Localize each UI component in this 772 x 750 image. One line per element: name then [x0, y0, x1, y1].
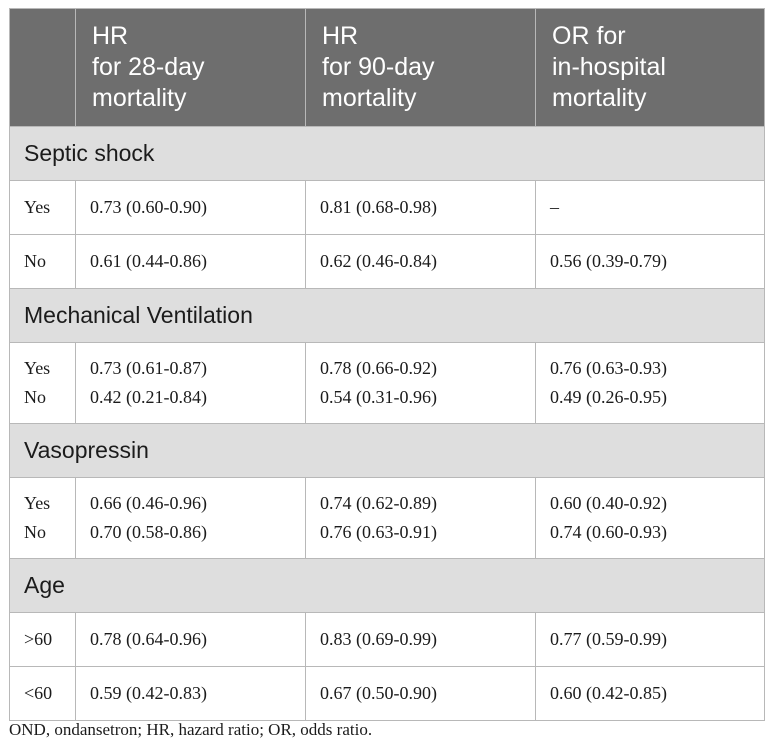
header-line: HR [92, 22, 129, 50]
value-cell: 0.61 (0.44-0.86) [76, 235, 306, 289]
row-label-cell [10, 478, 76, 559]
header-or-in-hospital [536, 9, 765, 127]
table-row [10, 235, 765, 289]
section-title: Age [10, 559, 765, 613]
header-line: OR for [552, 22, 626, 50]
row-label: No [24, 522, 46, 542]
table-row [10, 343, 765, 424]
header-line: for 90-day [322, 53, 435, 81]
value-cell: 0.73 (0.60-0.90) [76, 181, 306, 235]
value-line: 0.66 (0.46-0.96) [90, 493, 207, 513]
value-cell [306, 478, 536, 559]
value-cell: 0.83 (0.69-0.99) [306, 613, 536, 667]
row-label-cell [10, 343, 76, 424]
section-title: Septic shock [10, 127, 765, 181]
table-row [10, 667, 765, 721]
row-label: Yes [24, 358, 51, 378]
value-cell: 0.78 (0.64-0.96) [76, 613, 306, 667]
row-label: >60 [10, 613, 76, 667]
value-cell: 0.60 (0.42-0.85) [536, 667, 765, 721]
row-label: No [24, 387, 46, 407]
value-line: 0.74 (0.62-0.89) [320, 493, 437, 513]
header-line: mortality [552, 84, 647, 112]
value-line: 0.78 (0.66-0.92) [320, 358, 437, 378]
header-hr-28-day [76, 9, 306, 127]
results-table [9, 8, 765, 721]
value-line: 0.42 (0.21-0.84) [90, 387, 207, 407]
value-cell: 0.77 (0.59-0.99) [536, 613, 765, 667]
table-row [10, 613, 765, 667]
header-line: mortality [92, 84, 187, 112]
value-cell [306, 343, 536, 424]
row-label: <60 [10, 667, 76, 721]
value-cell: 0.59 (0.42-0.83) [76, 667, 306, 721]
header-blank-cell [10, 9, 76, 127]
value-cell: 0.56 (0.39-0.79) [536, 235, 765, 289]
header-line: HR [322, 22, 359, 50]
value-line: 0.70 (0.58-0.86) [90, 522, 207, 542]
value-cell: 0.81 (0.68-0.98) [306, 181, 536, 235]
value-line: 0.60 (0.40-0.92) [550, 493, 667, 513]
value-line: 0.74 (0.60-0.93) [550, 522, 667, 542]
section-row-mechanical-ventilation [10, 289, 765, 343]
value-cell [76, 478, 306, 559]
value-line: 0.76 (0.63-0.93) [550, 358, 667, 378]
header-row [10, 9, 765, 127]
value-cell: 0.62 (0.46-0.84) [306, 235, 536, 289]
value-line: 0.73 (0.61-0.87) [90, 358, 207, 378]
section-title: Vasopressin [10, 424, 765, 478]
row-label: Yes [24, 493, 51, 513]
value-cell [76, 343, 306, 424]
section-title: Mechanical Ventilation [10, 289, 765, 343]
row-label: No [10, 235, 76, 289]
value-cell: 0.67 (0.50-0.90) [306, 667, 536, 721]
table-row [10, 478, 765, 559]
table-footnote: OND, ondansetron; HR, hazard ratio; OR, odds ratio. [9, 720, 373, 739]
section-row-septic-shock [10, 127, 765, 181]
value-cell [536, 343, 765, 424]
table-row [10, 181, 765, 235]
value-line: 0.54 (0.31-0.96) [320, 387, 437, 407]
header-line: in-hospital [552, 53, 666, 81]
header-line: mortality [322, 84, 417, 112]
section-row-age [10, 559, 765, 613]
section-row-vasopressin [10, 424, 765, 478]
results-table-container [9, 8, 764, 721]
value-cell [536, 478, 765, 559]
header-hr-90-day [306, 9, 536, 127]
row-label: Yes [10, 181, 76, 235]
value-line: 0.76 (0.63-0.91) [320, 522, 437, 542]
value-line: 0.49 (0.26-0.95) [550, 387, 667, 407]
header-line: for 28-day [92, 53, 205, 81]
value-cell: – [536, 181, 765, 235]
